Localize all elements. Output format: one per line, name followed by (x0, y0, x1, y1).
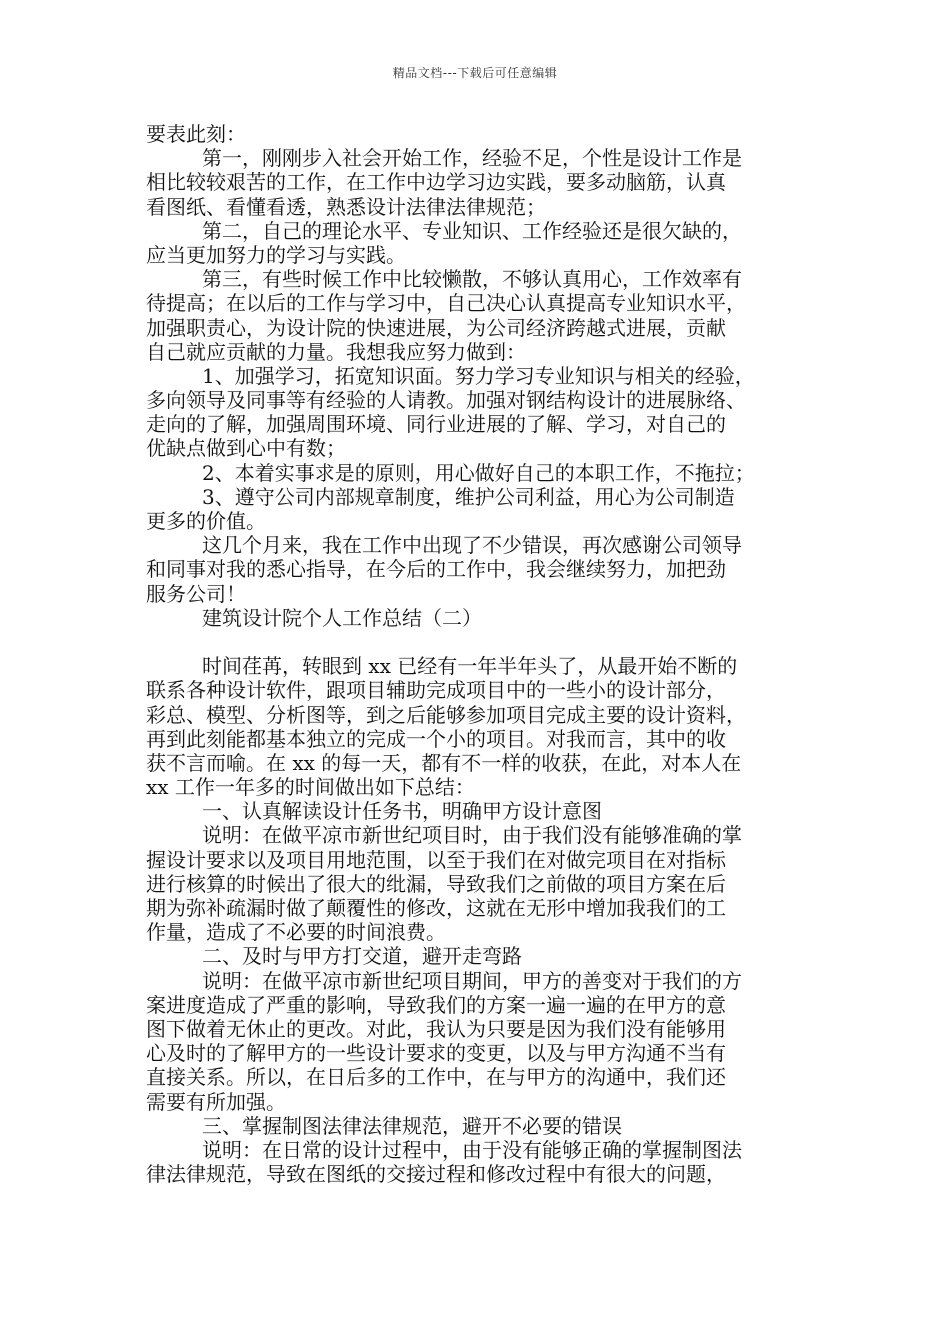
text-line: 建筑设计院个人工作总结（二） (202, 605, 482, 630)
text-line: 案进度造成了严重的影响，导致我们的方案一遍一遍的在甲方的意 (146, 992, 726, 1017)
text-line: 二、及时与甲方打交道，避开走弯路 (202, 944, 522, 969)
text-line: 心及时的了解甲方的一些设计要求的变更，以及与甲方沟通不当有 (146, 1041, 726, 1066)
text-line: 1、加强学习，拓宽知识面。努力学习专业知识与相关的经验， (202, 363, 755, 388)
text-line: 更多的价值。 (146, 509, 266, 533)
text-line: 三、掌握制图法律法律规范，避开不必要的错误 (202, 1113, 622, 1138)
text-line: 一、认真解读设计任务书，明确甲方设计意图 (202, 799, 602, 824)
text-line: 和同事对我的悉心指导，在今后的工作中，我会继续努力，加把劲 (146, 557, 726, 582)
text-line: 2、本着实事求是的原则，用心做好自己的本职工作，不拖拉； (202, 460, 755, 485)
text-line: 再到此刻能都基本独立的完成一个小的项目。对我而言，其中的收 (146, 726, 726, 751)
text-line: 服务公司！ (146, 581, 246, 606)
text-line: 说明：在日常的设计过程中，由于没有能够正确的掌握制图法 (202, 1137, 742, 1162)
text-line: 加强职责心，为设计院的快速进展，为公司经济跨越式进展，贡献 (146, 315, 726, 340)
text-line: 自己就应贡献的力量。我想我应努力做到： (146, 339, 526, 364)
text-line: 这几个月来，我在工作中出现了不少错误，再次感谢公司领导 (202, 533, 742, 558)
text-line: 直接关系。所以，在日后多的工作中，在与甲方的沟通中，我们还 (146, 1065, 726, 1090)
text-line: 律法律规范，导致在图纸的交接过程和修改过程中有很大的问题， (146, 1162, 726, 1187)
text-line: 彩总、模型、分析图等，到之后能够参加项目完成主要的设计资料， (146, 702, 746, 727)
text-line: 优缺点做到心中有数； (146, 436, 346, 461)
blank-line (146, 630, 812, 654)
text-line: 看图纸、看懂看透，熟悉设计法律法律规范； (146, 194, 546, 219)
text-line: 第一，刚刚步入社会开始工作，经验不足，个性是设计工作是 (202, 146, 742, 171)
text-line: 期为弥补疏漏时做了颠覆性的修改，这就在无形中增加我我们的工 (146, 896, 726, 920)
text-line: 联系各种设计软件，跟项目辅助完成项目中的一些小的设计部分， (146, 678, 726, 703)
text-line: 多向领导及同事等有经验的人请教。加强对钢结构设计的进展脉络、 (146, 388, 746, 413)
text-line: 待提高；在以后的工作与学习中，自己决心认真提高专业知识水平， (146, 291, 746, 316)
text-line: 第二，自己的理论水平、专业知识、工作经验还是很欠缺的， (202, 218, 742, 243)
text-line: 握设计要求以及项目用地范围，以至于我们在对做完项目在对指标 (146, 847, 726, 872)
text-line: xx 工作一年多的时间做出如下总结： (146, 775, 475, 800)
text-line: 作量，造成了不必要的时间浪费。 (146, 920, 446, 945)
text-line: 走向的了解，加强周围环境、同行业进展的了解、学习，对自己的 (146, 412, 726, 437)
document-body (146, 122, 812, 1186)
text-line: 第三，有些时候工作中比较懒散，不够认真用心，工作效率有 (202, 267, 742, 292)
text-line: 图下做着无休止的更改。对此，我认为只要是因为我们没有能够用 (146, 1016, 726, 1041)
text-line: 相比较较艰苦的工作，在工作中边学习边实践，要多动脑筋，认真 (146, 170, 726, 195)
page-header: 精品文档---下载后可任意编辑 (392, 66, 558, 80)
text-line: 应当更加努力的学习与实践。 (146, 242, 406, 267)
text-line: 说明：在做平凉市新世纪项目时，由于我们没有能够准确的掌 (202, 823, 742, 848)
text-line: 进行核算的时候出了很大的纰漏，导致我们之前做的项目方案在后 (146, 871, 726, 896)
text-line: 说明：在做平凉市新世纪项目期间，甲方的善变对于我们的方 (202, 968, 742, 993)
text-line: 时间荏苒，转眼到 xx 已经有一年半年头了，从最开始不断的 (202, 654, 738, 679)
text-line: 获不言而喻。在 xx 的每一天，都有不一样的收获，在此，对本人在 (146, 750, 742, 775)
text-line: 3、遵守公司内部规章制度，维护公司利益，用心为公司制造 (202, 484, 735, 509)
text-line: 要表此刻： (146, 122, 246, 146)
text-line: 需要有所加强。 (146, 1089, 286, 1114)
